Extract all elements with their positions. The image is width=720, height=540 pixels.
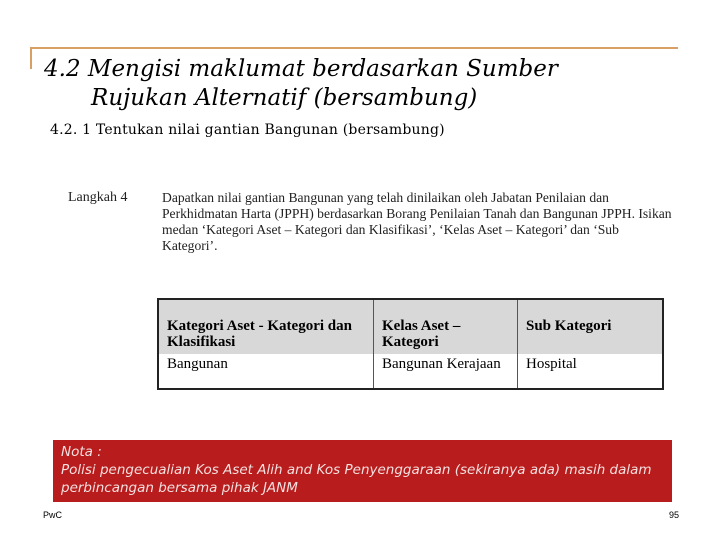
asset-category-table <box>157 298 664 390</box>
table-cell: Bangunan Kerajaan <box>374 354 518 389</box>
slide-frame-left-rule <box>30 47 32 69</box>
section-subtitle: 4.2. 1 Tentukan nilai gantian Bangunan (bersambung) <box>50 122 445 138</box>
note-box <box>53 440 672 502</box>
table-header-cell: Sub Kategori <box>518 299 664 354</box>
page-number: 95 <box>668 510 679 520</box>
table-cell: Bangunan <box>167 356 228 372</box>
table-header-row <box>158 299 663 354</box>
slide-title-line1: 4.2 Mengisi maklumat berdasarkan Sumber <box>44 56 558 82</box>
note-text: Polisi pengecualian Kos Aset Alih and Kos Penyenggaraan (sekiranya ada) masih dalam perbincangan bersama pihak JANM <box>61 462 652 496</box>
table-row <box>158 354 663 389</box>
slide-title-line2: Rujukan Alternatif (bersambung) <box>91 85 478 111</box>
table-header-cell: Kelas Aset – Kategori <box>374 299 518 354</box>
table-cell: Hospital <box>518 354 664 389</box>
step-label: Langkah 4 <box>68 190 128 205</box>
table-header-cell: Kategori Aset - Kategori dan Klasifikasi <box>158 299 374 354</box>
note-heading: Nota : <box>61 444 102 460</box>
footer-brand: PwC <box>43 510 63 520</box>
slide-title <box>44 55 684 113</box>
step-instruction: Dapatkan nilai gantian Bangunan yang telah dinilaikan oleh Jabatan Penilaian dan Perkhidmatan Harta (JPPH) berdasarkan Borang Penilaian Tanah dan Bangunan JPPH. Isikan medan ‘Kategori Aset – Kategori dan Klasifikasi’, ‘Kelas Aset – Kategori’ dan ‘Sub Kategori’. <box>162 190 672 253</box>
slide-frame-top-rule <box>30 47 678 49</box>
